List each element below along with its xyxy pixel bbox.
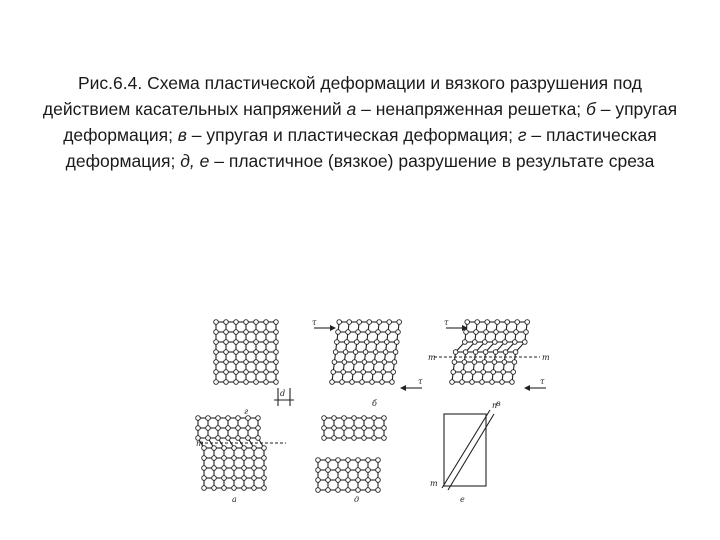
tau-arrowhead-bottom-v xyxy=(524,385,530,391)
tau-arrowhead-bottom-b xyxy=(400,385,406,391)
caption-text-5: – пластическая деформация; xyxy=(65,125,657,171)
panel-label-g: г xyxy=(244,407,249,416)
lattice-g xyxy=(214,320,279,385)
deformation-schematic xyxy=(190,310,550,510)
panel-label-a: а xyxy=(232,495,237,504)
figure-caption xyxy=(40,70,680,174)
caption-text-6: – пластичное (вязкое) разрушение в результате среза xyxy=(209,151,655,171)
shear-label-n: n xyxy=(492,401,498,410)
panel-label-b: б xyxy=(372,399,377,408)
tau-label-bottom-b: τ xyxy=(418,377,423,386)
tau-label-top-v: τ xyxy=(444,318,449,327)
caption-text-2: – ненапряженная решетка; xyxy=(356,99,587,119)
slip-label-m-g: m xyxy=(196,439,204,448)
caption-letter-g: г xyxy=(517,125,527,145)
lattice-d-lower xyxy=(316,458,381,493)
caption-letter-v: в xyxy=(177,125,187,145)
caption-letter-a: а xyxy=(346,99,357,119)
tau-label-bottom-v: τ xyxy=(540,377,545,386)
caption-text-3: – упругая деформация; xyxy=(63,99,678,145)
slip-label-m-right-v: m xyxy=(542,353,550,362)
shear-line-e-2 xyxy=(448,414,494,490)
lattice-b xyxy=(330,320,402,385)
lattice-v xyxy=(450,320,530,385)
tau-label-top-b: τ xyxy=(312,318,317,327)
panel-label-v: в xyxy=(496,399,501,408)
lattice-a xyxy=(196,416,267,491)
caption-text-4: – упругая и пластическая деформация; xyxy=(186,125,518,145)
shear-line-e-1 xyxy=(442,410,490,488)
panel-label-e: е xyxy=(460,495,465,504)
tau-arrowhead-top-b xyxy=(330,325,336,331)
slip-label-m-left-v: m xyxy=(428,353,436,362)
caption-letters-de: д, е xyxy=(180,151,210,171)
shear-label-m: m xyxy=(430,479,438,488)
caption-text-1: Рис.6.4. Схема пластической деформации и вязкого разрушения под действием касательных напряжений xyxy=(42,73,643,119)
caption-letter-b: б xyxy=(586,99,596,119)
panel-label-d: д xyxy=(354,495,360,504)
spacing-label: d xyxy=(280,389,286,398)
lattice-d-upper xyxy=(322,416,387,441)
deformation-figure xyxy=(190,310,550,510)
